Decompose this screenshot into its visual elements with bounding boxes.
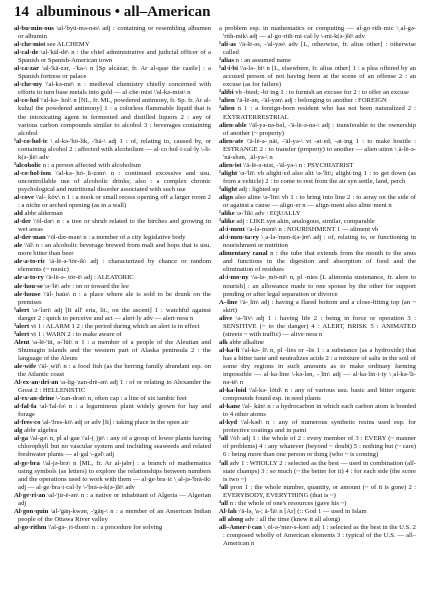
entry-headword: al·co·hol·ism <box>14 169 51 177</box>
dictionary-entry <box>14 307 211 323</box>
entry-headword: ale·wife <box>14 362 37 370</box>
dictionary-entry <box>14 524 211 532</box>
entry-definition: \'al-ˌkōv\ n 1 : a nook or small recess opening off a larger room 2 : a niche or arched opening (as in a wall) <box>18 193 211 210</box>
dictionary-entry <box>219 186 416 194</box>
entry-headword: all along <box>219 515 244 523</box>
entry-definition: also aline \ə-'līn\ vb 1 : to bring into line 2 : to array on the side of or against a cause — align·er n — align·ment also aline·ment n <box>223 193 416 210</box>
entry-headword: ale <box>14 242 23 250</box>
page-header <box>14 4 414 24</box>
dictionary-entry <box>14 162 211 170</box>
dictionary-entry <box>219 460 416 484</box>
dictionary-entry <box>219 347 416 387</box>
entry-definition: \'ā-lē-ə-ˌnāt, -'āl-yə-\ vt -at·ed; -at·ing 1 : to make hostile : ESTRANGE 2 : to transfer (property) to another — alien·ation \ˌā-lē-ə-'nā-shən, ˌāl-yə-\ n <box>223 137 416 161</box>
entry-definition: \a-lē-'üt, ə-'lüt\ n 1 : a member of a people of the Aleutian and Shumagin islands and the western part of Alaska peninsula 2 : the language of the Aleuts <box>18 338 211 362</box>
entry-headword: A–line <box>219 298 238 306</box>
entry-definition: \ā-lē-ə-'tȯr-ik\ adj : characterized by chance or random elements (~ music) <box>18 258 211 274</box>
entry-headword: Al·ge·ri·an <box>14 491 46 499</box>
entry-definition: abbr alderman <box>24 210 63 218</box>
left-column <box>14 25 211 591</box>
entry-headword: ²alike <box>219 218 235 226</box>
entry-definition: vt 1 : WARN 2 : to make aware of <box>30 330 122 338</box>
entry-definition: \'a-lə-ˌbī\ n [L, elsewhere, fr. alius other] 1 : a plea offered by an accused person of not having been at the scene of an offense 2 : an excuse (as for failure) <box>223 65 416 89</box>
entry-definition: \'ā-lē-ə-nist, -'āl-yə-\ n : PSYCHIATRIST <box>243 161 354 169</box>
entry-definition: \'al-jə-brə\ n [ML, fr. Ar al-jabr] : a branch of mathematics using symbols (as letters) to explore the relationships between numbers and the operations used to work with them — al·ge·bra·ic \ˌal-jə-'brā-ik\ adj — al·ge·bra·i·cal·ly \-'brā-ə-k(ə-)lē\ adv <box>18 459 211 491</box>
entry-definition: \'ȯl-dər-mən\ n : a member of a city legislative body <box>47 234 186 242</box>
entry-headword: ¹alike <box>219 210 235 218</box>
entry-headword: ²alight <box>219 185 238 193</box>
dictionary-entry <box>14 258 211 274</box>
entry-headword: alien·able <box>219 121 247 129</box>
entry-headword: ale·a·to·ry <box>14 274 44 282</box>
dictionary-entry <box>14 65 211 81</box>
dictionary-entry <box>219 89 416 97</box>
dictionary-entry <box>219 387 416 403</box>
dictionary-entry <box>219 435 416 459</box>
dictionary-entry <box>14 234 211 242</box>
dictionary-entry <box>219 194 416 210</box>
entry-headword: al·i·men·ta·ry <box>219 234 259 242</box>
entry-headword: al·fres·co <box>14 419 41 427</box>
entry-definition: \'ā-lē-ə-ˌtōr-ē\ adj : ALEATORIC <box>45 274 134 282</box>
dictionary-entry <box>14 242 211 258</box>
entry-definition: \'āl-ˌhau̇s\ n : a place where ale is sold to be drunk on the premises <box>18 290 211 306</box>
dictionary-entry <box>14 291 211 307</box>
entry-headword: alk <box>219 338 228 346</box>
dictionary-entry <box>14 403 211 419</box>
entry-headword: align <box>219 193 234 201</box>
dictionary-entry <box>14 274 211 282</box>
dictionary-entry <box>219 315 416 339</box>
dictionary-entry <box>219 57 416 65</box>
dictionary-entry <box>219 484 416 500</box>
entry-definition: adj : LIKE syn akin, analogous, similar, comparable <box>236 218 375 226</box>
dictionary-entry <box>219 210 416 218</box>
entry-definition: pron 1 : the whole number, quantity, or amount (~ of it is gone) 2 : EVERYBODY, EVERYTHING (that is ~) <box>223 483 416 499</box>
entry-definition: \ə-'līt\ vb alight·ed also alit \ə-'lit\; alight·ing 1 : to get down (as from a vehicle) 2 : to come to rest from the air syn settle, land, perch <box>223 169 416 185</box>
entry-definition: n : the whole of one's resources (gave his ~) <box>229 499 347 507</box>
entry-definition: abbr algebra <box>24 427 58 435</box>
dictionary-entry <box>219 170 416 186</box>
entry-headword: al·i·ment <box>219 226 245 234</box>
entry-headword: al·i·mo·ny <box>219 274 249 282</box>
entry-definition: \'al-gə-ˌri-thəm\ n : a procedure for solving <box>48 523 163 531</box>
dictionary-entry <box>219 122 416 138</box>
entry-definition: \'al-ˌkān\ n : a hydrocarbon in which each carbon atom is bonded to 4 other atoms <box>223 403 416 419</box>
entry-definition: \ˌal-kə-'hō-lik, -'hä-\ adj 1 : of, relating to, caused by, or containing alcohol 2 : affected with alcoholism — al·co·hol·i·cal·ly \-li-k(ə-)lē\ adv <box>18 137 211 161</box>
entry-headword: Al·ex·an·dri·an <box>14 379 59 387</box>
entry-headword: al·der·man <box>14 234 46 242</box>
guide-words: albuminous • all–American <box>36 4 211 20</box>
entry-definition: \al-'jir-ē-ən\ n : a native or inhabitant of Algeria — Algerian adj <box>18 491 211 507</box>
dictionary-entry <box>219 500 416 508</box>
dictionary-entry <box>14 210 211 218</box>
dictionary-entry <box>219 97 416 105</box>
entry-headword: alien·ist <box>219 161 242 169</box>
entry-headword: al·cal·de <box>14 49 39 57</box>
entry-definition: n : an assumed name <box>235 57 291 65</box>
entry-definition: \al-'käl-dē\ n : the chief administrative and judicial officer of a Spanish or Spanish-American town <box>18 49 211 65</box>
dictionary-entry <box>14 460 211 492</box>
dictionary-entry <box>14 435 211 459</box>
entry-headword: al·co·hol <box>14 97 39 105</box>
dictionary-entry <box>14 339 211 363</box>
entry-definition: \-'zan-drən\ n, often cap : a line of six iambic feet <box>55 395 187 403</box>
entry-headword: al·kyd <box>219 419 238 427</box>
entry-definition: \ə-'lē\ adv : on or toward the lee <box>44 282 129 290</box>
dictionary-entry <box>14 41 211 49</box>
entry-headword: ¹al·i·bi <box>219 65 238 73</box>
dictionary-entry <box>219 65 416 89</box>
entry-definition: \al-'fal-fə\ n : a leguminous plant widely grown for hay and forage <box>18 403 211 419</box>
entry-headword: al·cove <box>14 193 34 201</box>
entry-headword: alimentary canal <box>219 250 268 258</box>
entry-definition: \'ā-lē-əs, -'al-yəs\ adv [L, otherwise, fr. alius other] : otherwise called <box>223 41 416 57</box>
entry-definition: a problem esp. in mathematics or computing — al·go·rith·mic \ˌal-gə-'rith-mik\ adj — al·go·rith·mi·cal·ly \-mi-k(ə-)lē\ adv <box>219 25 416 41</box>
entry-headword: ¹al·co·hol·ic <box>14 137 48 145</box>
entry-headword: al·ga <box>14 435 29 443</box>
entry-headword: al·ge·bra <box>14 459 40 467</box>
entry-headword: al·der <box>14 218 31 226</box>
entry-definition: n : a person affected with alcoholism <box>42 161 141 169</box>
dictionary-entry <box>219 234 416 250</box>
page-number: 14 <box>14 4 29 20</box>
entry-headword: Al·lah <box>219 507 237 515</box>
entry-definition: \'a-lə-mənt\ n : NOURISHMENT 1 — aliment vb <box>246 226 379 234</box>
entry-headword: ²alert <box>14 322 30 330</box>
entry-headword: alien·ate <box>219 137 244 145</box>
entry-definition: \al-'gäŋ-kwən, -'gäŋ-\ n : a member of an American Indian people of the Ottawa River valley <box>18 507 211 523</box>
dictionary-entry <box>14 97 211 137</box>
entry-definition: vb -bied; -bi·ing 1 : to furnish an excuse for 2 : to offer an excuse <box>235 89 409 97</box>
dictionary-entry <box>219 105 416 121</box>
entry-definition: \al-'byü-mə-nəs\ adj : containing or resembling albumen or albumin <box>18 25 211 41</box>
dictionary-entry <box>14 170 211 194</box>
entry-headword: al·ka·li <box>219 346 240 354</box>
dictionary-entry <box>14 323 211 331</box>
entry-headword: al·ex·an·drine <box>14 395 55 403</box>
entry-headword: al·bu·min·ous <box>14 25 54 32</box>
entry-definition: vt 1 : ALARM 1 2 : the period during which an alert is in effect <box>30 322 200 330</box>
dictionary-entry <box>219 524 416 548</box>
entry-definition: \'āl-yə-nə-bəl, -'ā-lē-ə-nə-\ adj : transferable to the ownership of another (~ property) <box>223 121 416 137</box>
dictionary-entry <box>14 138 211 162</box>
dictionary-entry <box>219 508 416 516</box>
dictionary-entry <box>14 419 211 427</box>
entry-definition: adv : all the time (knew it all along) <box>244 515 340 523</box>
dictionary-entry <box>219 162 416 170</box>
entry-definition: \'al-kə-ˌlȯid\ n : any of various usu. basic and bitter organic compounds found esp. in seed plants <box>223 387 416 403</box>
entry-headword: ¹alert <box>14 306 30 314</box>
entry-definition: \'āl\ n : an alcoholic beverage brewed from malt and hops that is usu. more bitter than beer <box>18 242 211 258</box>
dictionary-entry <box>219 419 416 435</box>
entry-definition: \al-'fres-kō\ adj or adv [It] : taking place in the open air <box>42 419 189 427</box>
entry-headword: ²all <box>219 459 229 467</box>
dictionary-entry <box>219 274 416 298</box>
entry-headword: al·ka·loid <box>219 387 247 395</box>
entry-definition: \'āl-ˌwīf\ n : a food fish (as the herring family abundant esp. on the Atlantic coast <box>18 362 211 379</box>
entry-definition: \'al-kə-mē\ n : medieval chemistry chiefly concerned with efforts to turn base metals into gold — al·che·mist \'al-kə-mist\ n <box>18 81 211 97</box>
entry-headword: ²alias <box>219 57 234 65</box>
entry-definition: \ə-'lərt\ adj [It all' erta, lit., on the ascent] 1 : watchful against danger 2 : quick to perceive and act — alert·ly adv — alert·ness n <box>18 306 211 322</box>
entry-headword: al·go·rithm <box>14 523 47 531</box>
entry-definition: \'a-lə-ˌmō-nē\ n, pl -nies [L alimonia sustenance, fr. alere to nourish] : an allowance made to one spouse by the other for support pending or after legal separation or divorce <box>223 274 416 298</box>
entry-headword: al·che·my <box>14 81 43 89</box>
entry-definition: \'ȯl\ adj 1 : the whole of 2 : every member of 3 : EVERY (~ manner of problems) 4 : any whatever (beyond ~ doubt) 5 : nothing but (~ care) 6 : being more than one person or thing (who ~ is coming) <box>223 435 416 459</box>
entry-definition: adj : lighted up <box>238 185 279 193</box>
entry-definition: abbr alkaline <box>229 338 265 346</box>
dictionary-entry <box>219 218 416 226</box>
entry-definition: \ˌa-lə-'men-t(ə-)rē\ adj : of, relating to, or functioning in nourishment or nutrition <box>223 234 416 250</box>
dictionary-entry <box>14 25 211 41</box>
dictionary-entry <box>14 508 211 524</box>
dictionary-entry <box>14 379 211 395</box>
entry-headword: Al·gon·quin <box>14 507 49 515</box>
dictionary-entry <box>14 492 211 508</box>
entry-headword: ¹alight <box>219 169 238 177</box>
entry-definition: \ə-'līk\ adv : EQUALLY <box>236 210 301 218</box>
entry-definition: adv 1 : WHOLLY 2 : selected as the best — used in combination (all-state champs) 3 : so much (~ the better for it) 4 : for each side (the score is two ~) <box>223 459 416 483</box>
entry-definition: n 1 : a foreign-born resident who has not been naturalized 2 : EXTRATERRESTRIAL <box>223 105 416 121</box>
entry-headword: al·ca·zar <box>14 65 40 73</box>
dictionary-entry <box>14 194 211 210</box>
entry-headword: al·che·mist <box>14 41 46 49</box>
entry-headword: ³all <box>219 483 229 491</box>
entry-headword: ³alert <box>14 330 30 338</box>
dictionary-entry <box>219 403 416 419</box>
entry-definition: see ALCHEMY <box>47 41 90 49</box>
dictionary-entry <box>219 299 416 315</box>
dictionary-entry <box>14 331 211 339</box>
entry-definition: \al-'kä-zər, -'ka-\ n [Sp alcázar, fr. Ar al-qaṣr the castle] : a Spanish fortress or palace <box>18 65 211 81</box>
entry-definition: n : the tube that extends from the mouth to the anus and functions in the digestion and absorption of food and the elimination of residues <box>223 250 416 274</box>
dictionary-entry <box>219 516 416 524</box>
entry-definition: \'ā-lē-ən, -'āl-yən\ adj : belonging to another : FOREIGN <box>236 97 387 105</box>
entry-headword: alive <box>219 314 233 322</box>
entry-headword: ald <box>14 210 23 218</box>
dictionary-entry <box>219 138 416 162</box>
entry-definition: \'al-kəd\ n : any of numerous synthetic resins used esp. for protective coatings and in paint <box>223 419 416 435</box>
entry-headword: ²alcoholic <box>14 161 42 169</box>
entry-headword: ¹all <box>219 435 229 443</box>
entry-headword: ⁴all <box>219 499 229 507</box>
dictionary-entry <box>219 226 416 234</box>
dictionary-entry <box>219 41 416 57</box>
entry-headword: ale·a·to·ric <box>14 258 46 266</box>
entry-definition: \ə-'līv\ adj 1 : having life 2 : being in force or operation 3 : SENSITIVE (~ to the danger) 4 : ALERT, BRISK 5 : ANIMATED (streets ~ with traffic) — alive·ness n <box>223 314 416 338</box>
dictionary-entry <box>219 250 416 274</box>
entry-headword: ale·house <box>14 290 41 298</box>
dictionary-entry <box>14 218 211 234</box>
entry-headword: all–Amer·i·can <box>219 523 262 531</box>
entry-definition: \ˌȯl-ə-'mer-ə-kən\ adj 1 : selected as the best in the U.S. 2 : composed wholly of American elements 3 : typical of the U.S. — all–American n <box>223 523 416 547</box>
entry-definition: \'al-kə-ˌlī\ n, pl -lies or -lis 1 : a substance (as a hydroxide) that has a bitter taste and neutralizes acids 2 : a mixture of salts in the soil of some dry regions in such amounts as to make ordinary farming impossible — al·ka·line \-kə-lən, -ˌlīn\ adj — al·ka·lin·i·ty \ˌal-kə-'li-nə-tē\ n <box>223 346 416 387</box>
entry-headword: al·fal·fa <box>14 403 37 411</box>
dictionary-entry <box>14 283 211 291</box>
entry-headword: al·kane <box>219 403 241 411</box>
entry-columns <box>14 25 416 591</box>
dictionary-entry <box>14 363 211 379</box>
entry-headword: ¹ali·as <box>219 41 237 49</box>
entry-headword: ale·hou·se <box>14 282 43 290</box>
entry-headword: ²alibi <box>219 89 234 97</box>
entry-headword: ¹alien <box>219 97 235 105</box>
entry-definition: \'al-kə-ˌhȯ-ˌli-zəm\ n : continued excessive and usu. uncontrollable use of alcoholic drinks; also : a complex chronic psychological and nutritional disorder associated with such use <box>18 169 211 193</box>
entry-definition: \'ä-lə, 'a-; ä-'lä\ n [Ar] (:: God 1 — used in Islam <box>238 507 367 515</box>
dictionary-entry <box>14 49 211 65</box>
right-column <box>219 25 416 591</box>
entry-definition: \'al-kə-ˌhol\ n [NL, fr. ML, powdered antimony, fr. Sp. fr. Ar al-kuḥul the powdered antimony] 1 : a colorless flammable liquid that is the intoxicating agent in fermented and distilled liquors 2 : any of various carbon compounds similar to alcohol 3 : beverages containing alcohol <box>18 97 211 137</box>
dictionary-entry <box>219 25 416 41</box>
entry-headword: alg <box>14 427 23 435</box>
entry-definition: \'al-gə\ n, pl al·gae \'al-(ˌ)jē\ : any of a group of lower plants having chlorophyll but no vascular system and including seaweeds and related freshwater plants — al·gal \-gəl\ adj <box>18 435 211 459</box>
entry-headword: ²alien <box>219 105 235 113</box>
entry-definition: \'ā-ˌlīn\ adj : having a flared bottom and a close-fitting top (an ~ skirt) <box>223 298 416 314</box>
dictionary-entry <box>14 395 211 403</box>
entry-definition: \'ȯl-dər\ n : a tree or shrub related to the birches and growing in wet areas <box>18 218 211 234</box>
dictionary-entry <box>219 339 416 347</box>
dictionary-entry <box>14 81 211 97</box>
entry-headword: Aleut <box>14 338 30 346</box>
dictionary-entry <box>14 427 211 435</box>
entry-definition: \a-lig-'zan-drē-ən\ adj 1 : of or relating to Alexander the Great 2 : HELLENISTIC <box>18 379 211 395</box>
